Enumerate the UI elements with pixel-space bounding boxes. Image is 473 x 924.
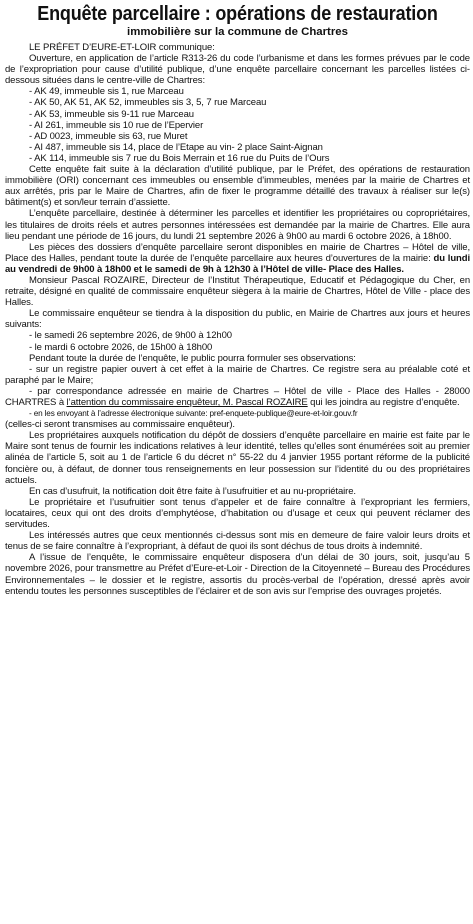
paragraph-proprietaires: Les propriétaires auxquels notification du dépôt de dossiers d’enquête parcellaire en mairie est faite par le Maire sont tenus de fournir les indications relatives à leur identité, telles qu’elles sont énumérées soit au premier alinéa de l’article 5, soit au 1 de l’article 6 du décret n° 55-22 du 4 janvier 1955 portant réforme de la publicité foncière ou, à défaut, de donner tous renseignements en leur possession sur l’identité du ou des propriétaires actuels. — [5, 430, 470, 486]
parcel-item: - AI 487, immeuble sis 14, place de l’Etape au vin- 2 place Saint-Aignan — [29, 141, 323, 153]
paragraph-correspondance — [5, 386, 470, 408]
paragraph-pendant: Pendant toute la durée de l’enquête, le public pourra formuler ses observations: — [29, 352, 356, 364]
correspondance-attention: l’attention du commissaire enquêteur, M. Pascal ROZAIRE — [66, 397, 308, 408]
paragraph-enquete: L’enquête parcellaire, destinée à déterminer les parcelles et identifier les propriétaires ou copropriétaires, les titulaires de droits réels et autres personnes intéressées est demandée par la mairie de Chartres. Elle aura lieu pendant une période de 16 jours, du lundi 21 septembre 2026 à 9h00 au mardi 6 octobre 2026, à 18h00. — [5, 208, 470, 242]
paragraph-email-note: (celles-ci seront transmises au commissaire enquêteur). — [5, 419, 235, 431]
paragraph-email: - en les envoyant à l’adresse électronique suivante: pref-enquete-publique@eure-et-loir.gouv.fr — [29, 409, 358, 419]
paragraph-suite: Cette enquête fait suite à la déclaration d’utilité publique, par le Préfet, des opérations de restauration immobilière (ORI) concernant ces immeubles ou ensemble d’immeubles, menées par la mairie de Chartres et aux arrêtés, pris par le Maire de Chartres, afin de fixer le programme détaillé des travaux à réaliser sur le(s) bâtiment(s) et son/leur terrain d’assiette. — [5, 164, 470, 209]
pieces-hours: du lundi au vendredi de 9h00 à 18h00 et le samedi de 9h à 12h30 à l’Hôtel de ville- Place des Halles. — [5, 252, 470, 275]
correspondance-end: qui les joindra au registre d’enquête. — [307, 397, 460, 408]
parcel-item: - AI 261, immeuble sis 10 rue de l’Epervier — [29, 119, 204, 131]
permanence-list — [5, 330, 470, 352]
permanence-item: - le mardi 6 octobre 2026, de 15h00 à 18h00 — [29, 341, 213, 353]
communique-line: LE PRÉFET D’EURE-ET-LOIR communique: — [29, 42, 215, 53]
parcel-item: - AK 50, AK 51, AK 52, immeubles sis 3, 5, 7 rue Marceau — [29, 97, 267, 109]
parcel-item: - AD 0023, immeuble sis 63, rue Muret — [29, 130, 188, 142]
paragraph-issue: A l’issue de l’enquête, le commissaire enquêteur disposera d’un délai de 30 jours, soit, jusqu’au 5 novembre 2026, pour transmettre au Préfet d’Eure-et-Loir - Direction de la Citoyenneté – Bureau des Procédures Environnementales – le dossier et le registre, assortis du procès-verbal de l’opération, dressé après avoir entendu toutes les personnes susceptibles de l’éclairer et de son avis sur l’emprise des ouvrages projetés. — [5, 552, 470, 597]
notice-title: Enquête parcellaire : opérations de restauration — [37, 3, 438, 25]
paragraph-usufruit: En cas d’usufruit, la notification doit être faite à l’usufruitier et au nu-propriétaire. — [29, 485, 356, 497]
correspondance-text: - par correspondance adressée en mairie de Chartres – Hôtel de ville - Place des Halles - 28000 CHARTRES à — [5, 385, 470, 408]
paragraph-ouverture: Ouverture, en application de l’article R313-26 du code l’urbanisme et dans les formes prévues par le code de l’expropriation pour cause d’utilité publique, d’une enquête parcellaire concernant les parcelles listées ci-dessous situées dans le centre-ville de Chartres: — [5, 53, 470, 87]
parcel-item: - AK 53, immeuble sis 9-11 rue Marceau — [29, 108, 194, 120]
paragraph-disposition: Le commissaire enquêteur se tiendra à la disposition du public, en Mairie de Chartres aux jours et heures suivants: — [5, 308, 470, 331]
notice-subtitle: immobilière sur la commune de Chartres — [127, 26, 348, 38]
parcel-list — [5, 86, 470, 164]
paragraph-pieces — [5, 242, 470, 275]
paragraph-fermiers: Le propriétaire et l’usufruitier sont tenus d’appeler et de faire connaître à l’expropriant les fermiers, locataires, ceux qui ont des droits d’emphytéose, d’habitation ou d’usage et ceux qui peuvent réclamer des servitudes. — [5, 496, 470, 531]
paragraph-registre: - sur un registre papier ouvert à cet effet à la mairie de Chartres. Ce registre sera au préalable coté et paraphé par le Maire; — [5, 363, 470, 386]
paragraph-interesses: Les intéressés autres que ceux mentionnés ci-dessus sont mis en demeure de faire valoir leurs droits et tenus de se faire connaître à l’expropriant, à défaut de quoi ils sont déchus de tous droits à indemnité. — [5, 530, 470, 553]
pieces-text: Les pièces des dossiers d’enquête parcellaire seront disponibles en mairie de Chartres – Hôtel de ville, Place des Halles, pendant toute la durée de l’enquête parcellaire aux heures d’ouvertures de la mairie: — [5, 241, 470, 264]
parcel-item: - AK 114, immeuble sis 7 rue du Bois Merrain et 16 rue du Puits de l’Ours — [29, 152, 330, 164]
notice-body — [5, 42, 470, 597]
parcel-item: - AK 49, immeuble sis 1, rue Marceau — [29, 86, 184, 98]
paragraph-rozaire: Monsieur Pascal ROZAIRE, Directeur de l’Institut Thérapeutique, Educatif et Pédagogique du Cher, en retraite, désigné en qualité de commissaire enquêteur siègera à la mairie de Chartres, Hôtel de Ville - place des Halles. — [5, 274, 470, 309]
permanence-item: - le samedi 26 septembre 2026, de 9h00 à 12h00 — [29, 330, 232, 342]
